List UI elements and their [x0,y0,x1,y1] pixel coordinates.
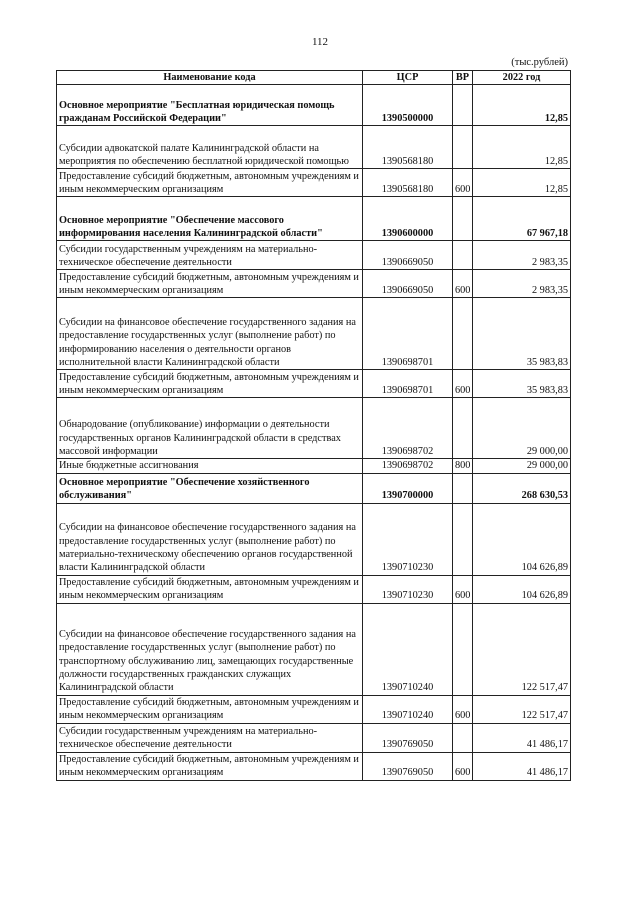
table-row [57,126,571,169]
row-name-cell: Предоставление субсидий бюджетным, автономным учреждениям и иным некоммерческим организациям [57,695,363,723]
row-vr-cell [453,473,473,503]
row-vr-cell [453,398,473,459]
row-csr-cell: 1390669050 [363,241,453,270]
row-amount-cell: 122 517,47 [473,603,571,695]
row-csr-cell: 1390568180 [363,169,453,197]
row-vr-cell: 600 [453,370,473,398]
row-csr-cell: 1390698702 [363,398,453,459]
table-row [57,575,571,603]
row-vr-cell [453,503,473,575]
header-csr: ЦСР [363,71,453,85]
row-csr-cell: 1390769050 [363,752,453,780]
row-csr-cell: 1390500000 [363,85,453,126]
row-amount-cell: 41 486,17 [473,752,571,780]
page-number: 112 [311,36,329,48]
header-year: 2022 год [473,71,571,85]
table-row [57,370,571,398]
row-amount-cell: 12,85 [473,169,571,197]
row-amount-cell: 29 000,00 [473,459,571,473]
row-amount-cell: 35 983,83 [473,370,571,398]
table-header-row [57,71,571,85]
row-csr-cell: 1390698701 [363,298,453,370]
budget-table [56,70,571,781]
table-row [57,603,571,695]
row-amount-cell: 12,85 [473,126,571,169]
row-csr-cell: 1390700000 [363,473,453,503]
row-name-cell: Субсидии государственным учреждениям на материально-техническое обеспечение деятельности [57,241,363,270]
row-name-cell: Субсидии на финансовое обеспечение государственного задания на предоставление государственных услуг (выполнение работ) по информированию населения о деятельности органов исполнительной власти Калининградской области [57,298,363,370]
table-row [57,398,571,459]
table-row [57,270,571,298]
row-name-cell: Иные бюджетные ассигнования [57,459,363,473]
row-name-cell: Субсидии на финансовое обеспечение государственного задания на предоставление государственных услуг (выполнение работ) по транспортному обслуживанию лиц, замещающих государственные должности государственных гражданских служащих Калининградской области [57,603,363,695]
header-vr: ВР [453,71,473,85]
row-csr-cell: 1390710230 [363,575,453,603]
table-row [57,241,571,270]
table-row [57,197,571,241]
table-row [57,695,571,723]
row-vr-cell [453,241,473,270]
row-name-cell: Предоставление субсидий бюджетным, автономным учреждениям и иным некоммерческим организациям [57,270,363,298]
table-row [57,752,571,780]
row-name-cell: Предоставление субсидий бюджетным, автономным учреждениям и иным некоммерческим организациям [57,169,363,197]
row-csr-cell: 1390669050 [363,270,453,298]
row-amount-cell: 268 630,53 [473,473,571,503]
row-amount-cell: 29 000,00 [473,398,571,459]
table-body [57,85,571,780]
row-vr-cell [453,603,473,695]
row-csr-cell: 1390698702 [363,459,453,473]
row-csr-cell: 1390698701 [363,370,453,398]
row-amount-cell: 12,85 [473,85,571,126]
row-name-cell: Субсидии на финансовое обеспечение государственного задания на предоставление государственных услуг (выполнение работ) по материально-техническому обеспечению органов государственной власти Калининградской области [57,503,363,575]
table-row [57,473,571,503]
row-vr-cell [453,85,473,126]
table-row [57,459,571,473]
units-label: (тыс.рублей) [511,57,568,68]
table-row [57,298,571,370]
row-name-cell: Субсидии государственным учреждениям на материально-техническое обеспечение деятельности [57,723,363,752]
row-amount-cell: 122 517,47 [473,695,571,723]
row-vr-cell [453,126,473,169]
row-name-cell: Основное мероприятие "Обеспечение массового информирования населения Калининградской области" [57,197,363,241]
row-name-cell: Предоставление субсидий бюджетным, автономным учреждениям и иным некоммерческим организациям [57,575,363,603]
row-name-cell: Основное мероприятие "Обеспечение хозяйственного обслуживания" [57,473,363,503]
table-row [57,169,571,197]
row-name-cell: Основное мероприятие "Бесплатная юридическая помощь гражданам Российской Федерации" [57,85,363,126]
table-row [57,503,571,575]
row-vr-cell: 600 [453,270,473,298]
row-amount-cell: 104 626,89 [473,575,571,603]
row-vr-cell: 600 [453,695,473,723]
row-vr-cell: 800 [453,459,473,473]
row-amount-cell: 2 983,35 [473,270,571,298]
row-csr-cell: 1390710240 [363,695,453,723]
row-csr-cell: 1390769050 [363,723,453,752]
row-name-cell: Предоставление субсидий бюджетным, автономным учреждениям и иным некоммерческим организациям [57,752,363,780]
table-row [57,85,571,126]
row-name-cell: Обнародование (опубликование) информации о деятельности государственных органов Калининградской области в средствах массовой информации [57,398,363,459]
header-name: Наименование кода [57,71,363,85]
row-amount-cell: 104 626,89 [473,503,571,575]
row-csr-cell: 1390600000 [363,197,453,241]
row-amount-cell: 41 486,17 [473,723,571,752]
row-vr-cell [453,298,473,370]
row-csr-cell: 1390710240 [363,603,453,695]
row-amount-cell: 67 967,18 [473,197,571,241]
row-csr-cell: 1390710230 [363,503,453,575]
row-amount-cell: 2 983,35 [473,241,571,270]
row-vr-cell: 600 [453,169,473,197]
row-name-cell: Субсидии адвокатской палате Калининградской области на мероприятия по обеспечению бесплатной юридической помощью [57,126,363,169]
row-csr-cell: 1390568180 [363,126,453,169]
row-vr-cell [453,197,473,241]
row-vr-cell: 600 [453,575,473,603]
row-vr-cell [453,723,473,752]
table-row [57,723,571,752]
row-vr-cell: 600 [453,752,473,780]
row-amount-cell: 35 983,83 [473,298,571,370]
row-name-cell: Предоставление субсидий бюджетным, автономным учреждениям и иным некоммерческим организациям [57,370,363,398]
